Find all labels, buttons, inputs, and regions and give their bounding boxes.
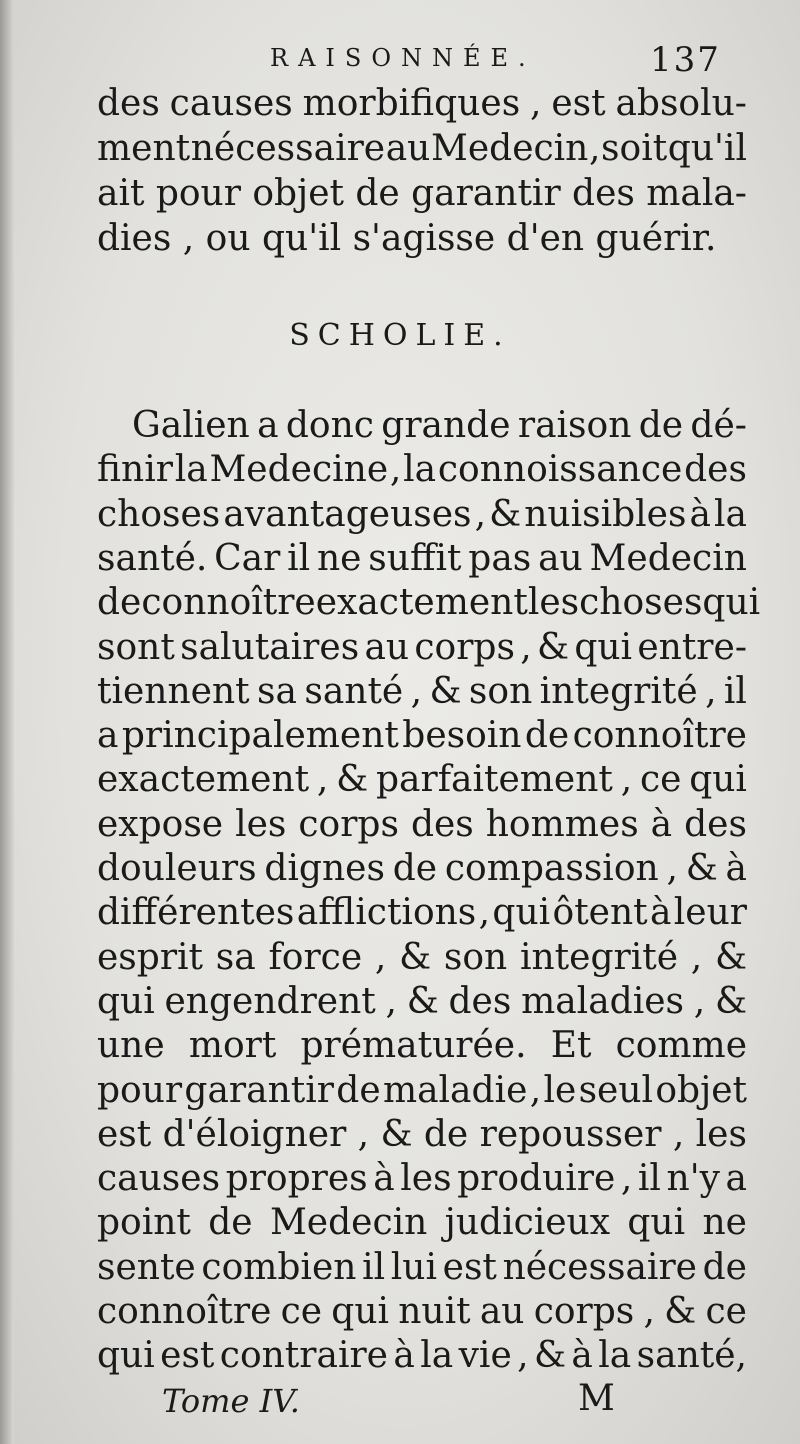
text-line: santé. Car il ne suffit pas au Medecin <box>97 537 747 579</box>
text-line: expose les corps des hommes à des <box>97 803 747 845</box>
text-line: a principalement besoin de connoître <box>97 715 747 757</box>
section-title: SCHOLIE. <box>289 318 511 353</box>
text-line: est d'éloigner , & de repousser , les <box>97 1113 747 1155</box>
volume-signature: Tome IV. <box>162 1382 300 1420</box>
text-line: des causes morbifiques , est absolu- <box>97 83 747 124</box>
text-line: finir la Medecine , la connoissance des <box>97 449 747 491</box>
text-line: exactement , & parfaitement , ce qui <box>97 759 747 801</box>
text-line: sont salutaires au corps , & qui entre- <box>97 626 747 668</box>
text-line: connoître ce qui nuit au corps , & ce <box>97 1291 747 1332</box>
running-head: RAISONNÉE. <box>270 44 536 72</box>
text-line: Galien a donc grande raison de dé- <box>132 405 747 446</box>
text-line: choses avantageuses , & nuisibles à la <box>97 493 747 535</box>
text-line: une mort prématurée. Et comme <box>97 1025 747 1067</box>
text-line: ait pour objet de garantir des mala- <box>97 173 747 214</box>
text-line: esprit sa force , & son integrité , & <box>97 936 747 978</box>
text-line: point de Medecin judicieux qui ne <box>97 1202 747 1244</box>
text-line: sente combien il lui est nécessaire de <box>97 1246 747 1288</box>
text-line: qui engendrent , & des maladies , & <box>97 980 747 1022</box>
page-gutter-shadow <box>0 0 14 1444</box>
text-line: pour garantir de maladie , le seul objet <box>97 1069 747 1111</box>
page-number: 137 <box>650 40 721 80</box>
text-line: différentes afflictions , qui ôtent à leur <box>97 892 747 934</box>
text-line: ment nécessaire au Medecin , soit qu'il <box>97 128 747 169</box>
text-line: douleurs dignes de compassion , & à <box>97 848 747 889</box>
gathering-signature: M <box>578 1378 615 1419</box>
text-line: dies , ou qu'il s'agisse d'en guérir. <box>97 218 717 259</box>
text-line: de connoître exactement les choses qui <box>97 582 761 624</box>
text-line: tiennent sa santé , & son integrité , il <box>97 670 747 712</box>
text-line: qui est contraire à la vie , & à la santé, <box>97 1335 747 1377</box>
text-line: causes propres à les produire , il n'y a <box>97 1158 747 1200</box>
page-header <box>0 40 800 84</box>
